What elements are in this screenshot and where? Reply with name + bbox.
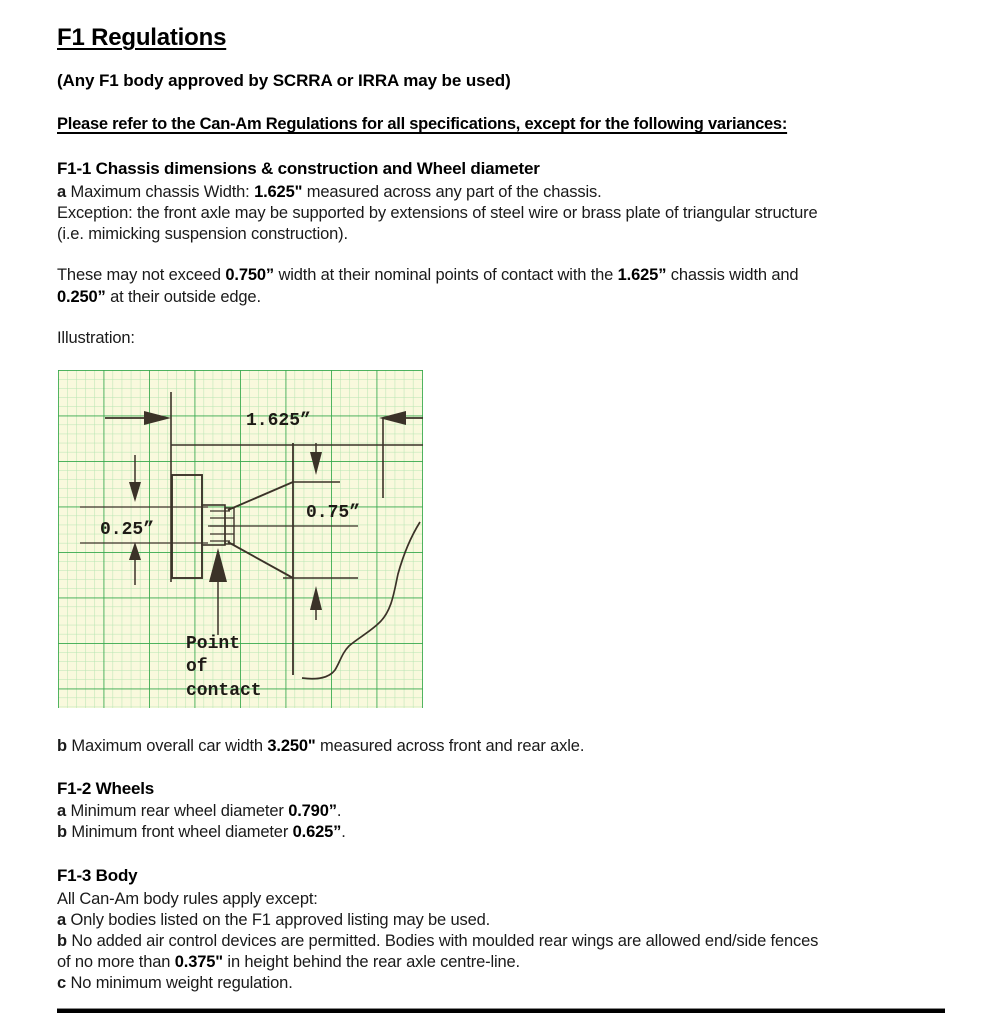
callout-contact: contact	[186, 681, 262, 701]
footer-divider	[57, 1008, 945, 1013]
f1-1-item-b-label: b	[57, 737, 67, 755]
f1-1-item-b	[57, 736, 584, 757]
f1-1-limits-mid: width at their nominal points of contact with the	[278, 266, 614, 284]
callout-of: of	[186, 657, 208, 677]
callout-point: Point	[186, 634, 241, 654]
f1-1-limits-post: chassis width and	[670, 266, 799, 284]
f1-1-item-a	[57, 182, 602, 203]
f1-1-item-a-label: a	[57, 183, 67, 201]
f1-1-limits-value-250: 0.250”	[57, 288, 106, 306]
f1-2-item-b-label: b	[57, 823, 67, 841]
document-subtitle: (Any F1 body approved by SCRRA or IRRA may be used)	[57, 71, 511, 90]
f1-1-item-b-pre: Maximum overall car width	[71, 737, 263, 755]
page-title: F1 Regulations	[57, 24, 227, 51]
f1-3-item-a-label: a	[57, 911, 67, 929]
f1-1-limits-pre: These may not exceed	[57, 266, 221, 284]
f1-3-item-b-label: b	[57, 932, 67, 950]
f1-1-exception-line-2: (i.e. mimicking suspension construction).	[57, 225, 348, 243]
f1-2-item-a-pre: Minimum rear wheel diameter	[70, 802, 284, 820]
chassis-dimension-illustration	[58, 370, 423, 708]
f1-3-item-a	[57, 910, 490, 931]
f1-1-limits-line-1	[57, 265, 798, 286]
f1-1-item-b-value: 3.250"	[267, 737, 316, 755]
section-heading-f1-3: F1-3 Body	[57, 866, 138, 885]
f1-1-limits-value-750: 0.750”	[225, 266, 275, 284]
dimension-label-075: 0.75”	[306, 503, 361, 523]
f1-1-limits-line-2	[57, 287, 261, 308]
f1-3-item-c-label: c	[57, 974, 67, 992]
dimension-label-1625: 1.625”	[246, 411, 311, 431]
f1-1-item-a-post: measured across any part of the chassis.	[306, 183, 602, 201]
f1-3-item-b-line-2	[57, 952, 520, 973]
f1-1-item-a-value: 1.625"	[254, 183, 303, 201]
f1-1-limits-value-1625: 1.625”	[617, 266, 667, 284]
f1-3-item-b-value: 0.375"	[174, 953, 223, 971]
f1-3-item-b-line2-pre: of no more than	[57, 953, 171, 971]
f1-3-item-b-line-1	[57, 931, 818, 952]
illustration-label: Illustration:	[57, 329, 135, 347]
f1-1-exception-line-1: Exception: the front axle may be supported by extensions of steel wire or brass plate of triangular structure	[57, 204, 818, 222]
f1-1-limits-end: at their outside edge.	[110, 288, 261, 306]
f1-3-item-b-line2-post: in height behind the rear axle centre-line.	[227, 953, 520, 971]
f1-2-item-a-post: .	[336, 802, 342, 820]
refer-to-canam-line: Please refer to the Can-Am Regulations for all specifications, except for the following variances:	[57, 115, 788, 133]
f1-3-item-b-pre: No added air control devices are permitted. Bodies with moulded rear wings are allowed end/side fences	[71, 932, 819, 950]
f1-2-item-b-value: 0.625”	[292, 823, 342, 841]
f1-3-item-a-text: Only bodies listed on the F1 approved listing may be used.	[70, 911, 491, 929]
f1-1-item-a-pre: Maximum chassis Width:	[70, 183, 250, 201]
section-heading-f1-1: F1-1 Chassis dimensions & construction and Wheel diameter	[57, 159, 540, 178]
f1-2-item-b-pre: Minimum front wheel diameter	[71, 823, 289, 841]
f1-3-item-c-text: No minimum weight regulation.	[70, 974, 293, 992]
dimension-label-025: 0.25”	[100, 520, 155, 540]
f1-3-item-c	[57, 973, 293, 994]
f1-2-item-b-post: .	[341, 823, 346, 841]
f1-2-item-a	[57, 801, 341, 822]
f1-2-item-a-label: a	[57, 802, 67, 820]
chassis-diagram-svg	[58, 370, 423, 708]
f1-1-item-b-post: measured across front and rear axle.	[320, 737, 585, 755]
f1-2-item-b	[57, 822, 346, 843]
section-heading-f1-2: F1-2 Wheels	[57, 779, 154, 798]
f1-3-intro: All Can-Am body rules apply except:	[57, 890, 318, 908]
f1-2-item-a-value: 0.790”	[288, 802, 337, 820]
